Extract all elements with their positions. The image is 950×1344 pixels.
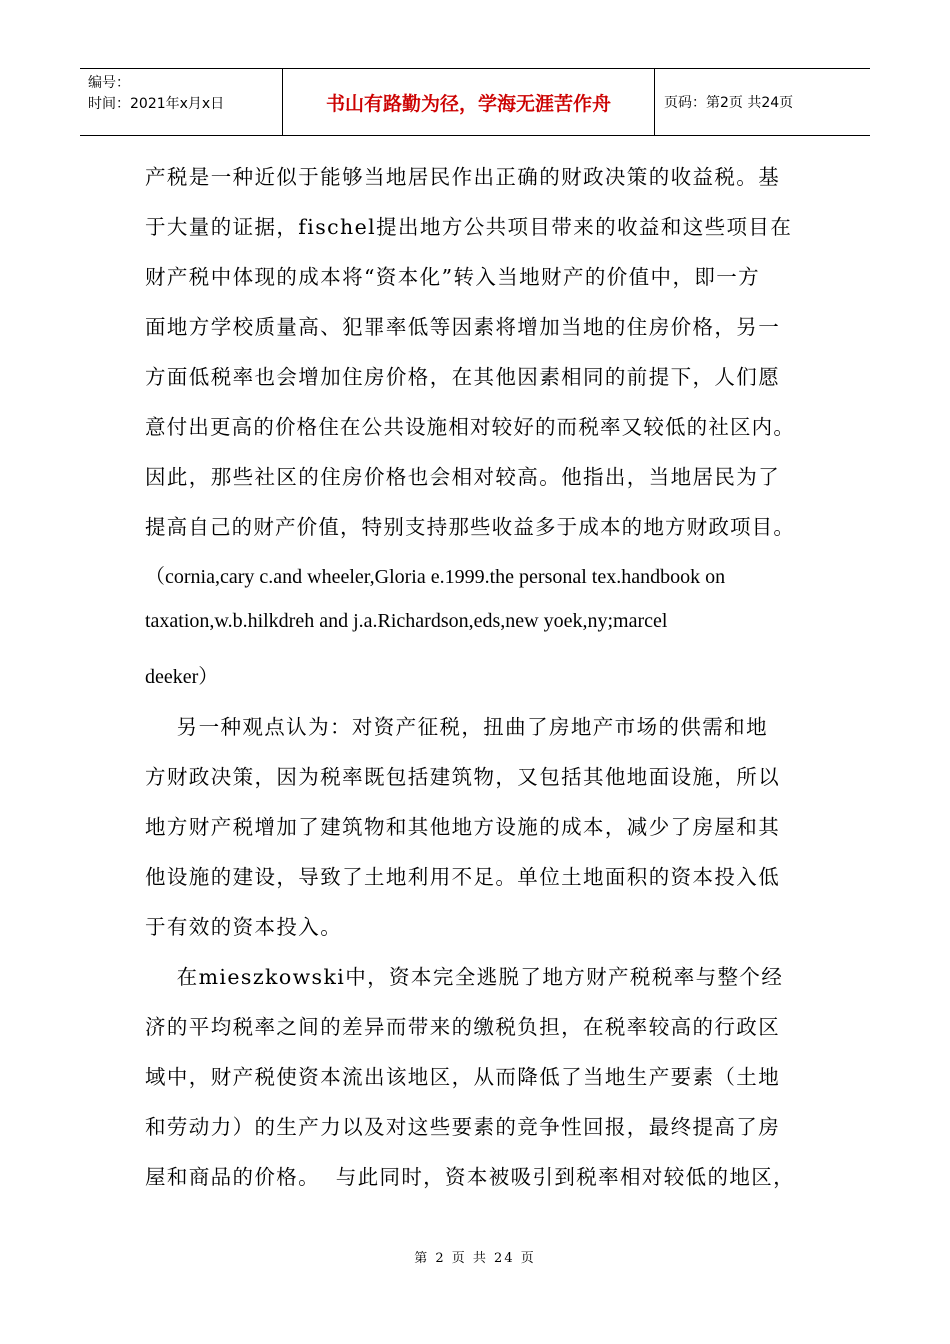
header-page-cell: [655, 69, 870, 135]
paragraph-start-line: 在mieszkowski中，资本完全逃脱了地方财产税税率与整个经: [145, 965, 784, 989]
body-line: 财产税中体现的成本将“资本化”转入当地财产的价值中，即一方: [145, 265, 761, 289]
body-line: 屋和商品的价格。 与此同时，资本被吸引到税率相对较低的地区，: [145, 1165, 795, 1189]
header-page-info: 页码：第2页 共24页: [664, 95, 794, 111]
body-line: 地方财产税增加了建筑物和其他地方设施的成本，减少了房屋和其: [145, 815, 781, 839]
body-line: 产税是一种近似于能够当地居民作出正确的财政决策的收益税。基: [145, 165, 781, 189]
body-line: 于大量的证据，fischel提出地方公共项目带来的收益和这些项目在: [145, 215, 793, 239]
header-motto-cell: [282, 69, 655, 135]
body-line: 和劳动力）的生产力以及对这些要素的竞争性回报，最终提高了房: [145, 1115, 781, 1139]
page-footer: 第 2 页 共 24 页: [414, 1251, 536, 1266]
body-line: 方面低税率也会增加住房价格，在其他因素相同的前提下，人们愿: [145, 365, 781, 389]
body-line: 面地方学校质量高、犯罪率低等因素将增加当地的住房价格，另一: [145, 315, 781, 339]
body-line: 方财政决策，因为税率既包括建筑物，又包括其他地面设施，所以: [145, 765, 781, 789]
header-meta-cell: [80, 69, 282, 135]
body-line: 济的平均税率之间的差异而带来的缴税负担，在税率较高的行政区: [145, 1015, 781, 1039]
citation-line: （cornia,cary c.and wheeler,Gloria e.1999.the personal tex.handbook on: [145, 566, 726, 588]
document-number-label: 编号：: [88, 75, 130, 91]
body-line: 因此，那些社区的住房价格也会相对较高。他指出，当地居民为了: [145, 465, 781, 489]
citation-line: taxation,w.b.hilkdreh and j.a.Richardson,eds,new yoek,ny;marcel: [145, 610, 668, 632]
document-date-label: 时间：2021年x月x日: [88, 96, 225, 112]
body-line: 他设施的建设，导致了土地利用不足。单位土地面积的资本投入低: [145, 865, 781, 889]
body-line: 于有效的资本投入。: [145, 915, 343, 939]
body-line: 域中，财产税使资本流出该地区，从而降低了当地生产要素（土地: [145, 1065, 781, 1089]
body-line: 意付出更高的价格住在公共设施相对较好的而税率又较低的社区内。: [145, 415, 795, 439]
header-table: [80, 68, 870, 136]
body-line: 提高自己的财产价值，特别支持那些收益多于成本的地方财政项目。: [145, 515, 795, 539]
header-motto: 书山有路勤为径，学海无涯苦作舟: [325, 92, 611, 115]
citation-line: deeker）: [145, 666, 219, 688]
paragraph-start-line: 另一种观点认为：对资产征税，扭曲了房地产市场的供需和地: [145, 715, 768, 739]
